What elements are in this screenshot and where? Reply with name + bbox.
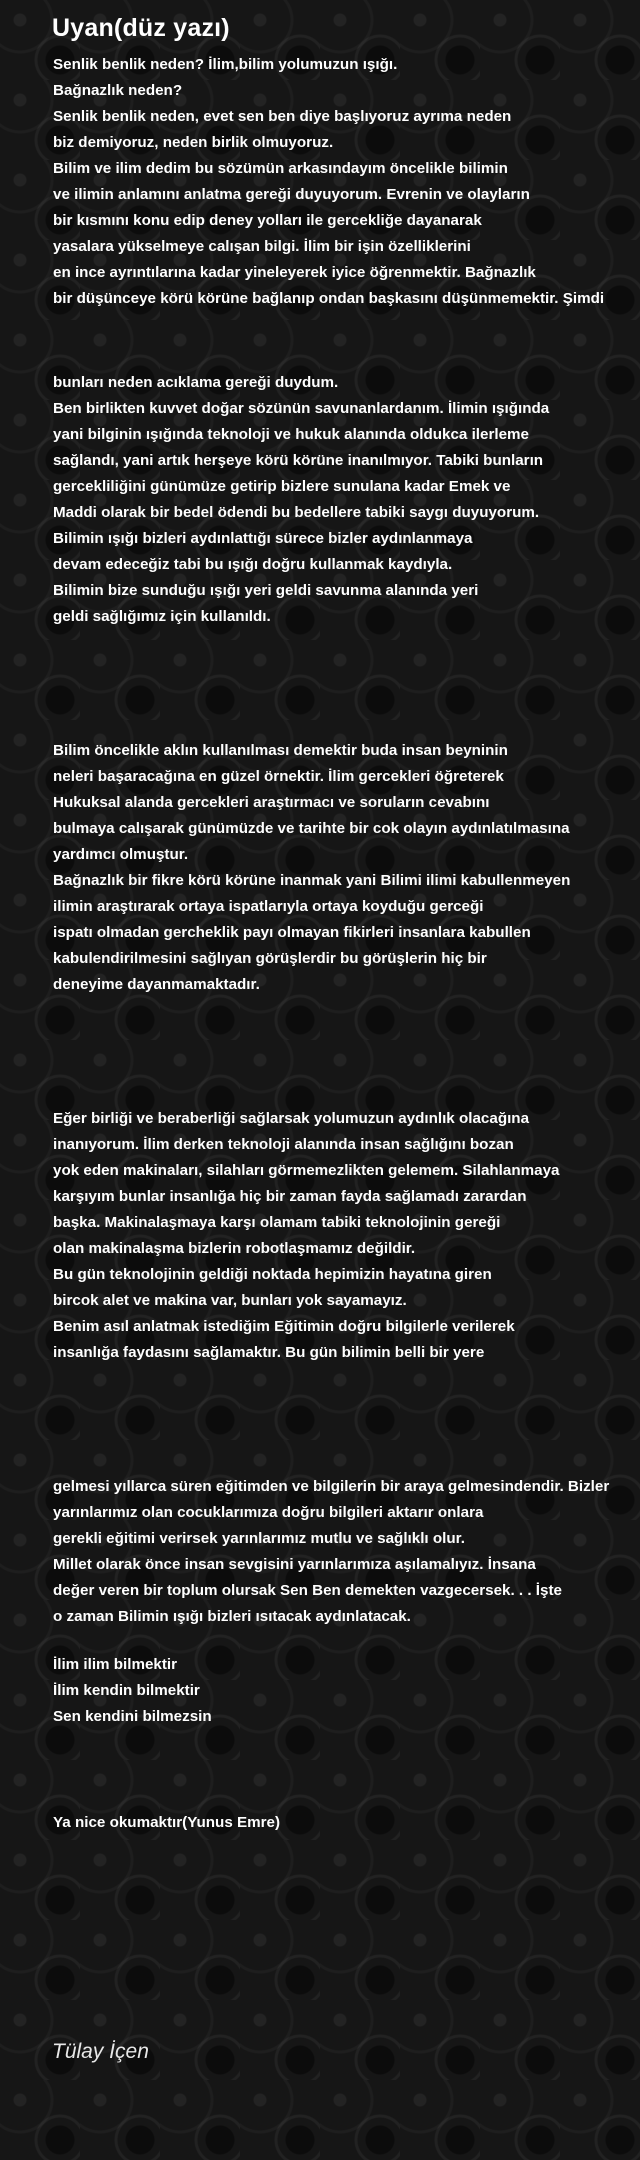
poem-line: karşıyım bunlar insanlığa hiç bir zaman fayda sağlamadı zarardan — [53, 1188, 527, 1205]
poem-line: kabulendirilmesini sağlıyan görüşlerdir bu görüşlerin hiç bir — [53, 950, 487, 967]
stanza-7 — [53, 1810, 640, 1836]
poem-line: insanlığa faydasını sağlamaktır. Bu gün bilimin belli bir yere — [53, 1344, 485, 1361]
poem-line: Sen kendini bilmezsin — [53, 1708, 212, 1725]
poem-line: Hukuksal alanda gercekleri araştırmacı ve soruların cevabını — [53, 794, 490, 811]
poem-line: gercekliliğini günümüze getirip bizlere sunulana kadar Emek ve — [53, 478, 511, 495]
poem-line: değer veren bir toplum olursak Sen Ben demekten vazgecersek. . . İşte — [53, 1582, 562, 1599]
poem-line: yarınlarımız olan cocuklarımıza doğru bilgileri aktarır onlara — [53, 1504, 484, 1521]
stanza-1 — [53, 52, 640, 312]
poem-line: Bağnazlık bir fikre körü körüne inanmak yani Bilimi ilimi kabullenmeyen — [53, 872, 571, 889]
poem-line: Bağnazlık neden? — [53, 82, 183, 99]
poem-line: yani bilginin ışığında teknoloji ve hukuk alanında oldukca ilerleme — [53, 426, 529, 443]
poem-line: bir düşünceye körü körüne bağlanıp ondan başkasını düşünmemektir. Şimdi — [53, 290, 605, 307]
poem-line: başka. Makinalaşmaya karşı olamam tabiki teknolojinin gereği — [53, 1214, 501, 1231]
poem-line: yok eden makinaları, silahları görmemezlikten gelemem. Silahlanmaya — [53, 1162, 560, 1179]
poem-line: olan makinalaşma bizlerin robotlaşmamız değildir. — [53, 1240, 416, 1257]
poem-line: bir kısmını konu edip deney yolları ile gercekliğe dayanarak — [53, 212, 482, 229]
poem-line: yasalara yükselmeye calışan bilgi. İlim bir işin özelliklerini — [53, 238, 471, 255]
poem-line: Millet olarak önce insan sevgisini yarınlarımıza aşılamalıyız. İnsana — [53, 1556, 536, 1573]
poem-line: bircok alet ve makina var, bunları yok sayamayız. — [53, 1292, 407, 1309]
stanza-4 — [53, 1106, 640, 1366]
stanza-gap — [53, 998, 640, 1106]
poem-line: Eğer birliği ve beraberliği sağlarsak yolumuzun aydınlık olacağına — [53, 1110, 530, 1127]
poem-line: Ben birlikten kuvvet doğar sözünün savunanlardanım. İlimin ışığında — [53, 400, 550, 417]
poem-line: ilimin araştırarak ortaya ispatlarıyla ortaya koyduğu gerceği — [53, 898, 484, 915]
poem-body — [53, 52, 640, 1836]
stanza-gap — [53, 630, 640, 738]
poem-line: o zaman Bilimin ışığı bizleri ısıtacak aydınlatacak. — [53, 1608, 411, 1625]
poem-line: Ya nice okumaktır(Yunus Emre) — [53, 1814, 281, 1831]
poem-line: ispatı olmadan gercheklik payı olmayan fikirleri insanlara kabullen — [53, 924, 531, 941]
poem-line: geldi sağlığımız için kullanıldı. — [53, 608, 271, 625]
poem-line: inanıyorum. İlim derken teknoloji alanında insan sağlığını bozan — [53, 1136, 514, 1153]
poem-line: gerekli eğitimi verirsek yarınlarımız mutlu ve sağlıklı olur. — [53, 1530, 465, 1547]
stanza-3 — [53, 738, 640, 998]
poem-line: Bilimin ışığı bizleri aydınlattığı sürece bizler aydınlanmaya — [53, 530, 473, 547]
author-signature: Tülay İçen — [52, 2040, 149, 2063]
poem-line: neleri başaracağına en güzel örnektir. İlim gercekleri öğreterek — [53, 768, 504, 785]
poem-line: gelmesi yıllarca süren eğitimden ve bilgilerin bir araya gelmesindendir. Bizler — [53, 1478, 610, 1495]
stanza-6 — [53, 1652, 640, 1730]
poem-line: yardımcı olmuştur. — [53, 846, 189, 863]
poem-line: deneyime dayanmamaktadır. — [53, 976, 260, 993]
poem-line: en ince ayrıntılarına kadar yineleyerek iyice öğrenmektir. Bağnazlık — [53, 264, 536, 281]
poem-line: biz demiyoruz, neden birlik olmuyoruz. — [53, 134, 334, 151]
poem-line: İlim ilim bilmektir — [53, 1656, 178, 1673]
stanza-gap — [53, 1366, 640, 1474]
poem-line: Bilim ve ilim dedim bu sözümün arkasındayım öncelikle bilimin — [53, 160, 508, 177]
stanza-2 — [53, 370, 640, 630]
poem-line: Bilimin bize sunduğu ışığı yeri geldi savunma alanında yeri — [53, 582, 479, 599]
poem-line: bunları neden acıklama gereği duydum. — [53, 374, 339, 391]
poem-line: Senlik benlik neden? İlim,bilim yolumuzun ışığı. — [53, 56, 398, 73]
poem-line: ve ilimin anlamını anlatma gereği duyuyorum. Evrenin ve olayların — [53, 186, 530, 203]
poem-line: Bu gün teknolojinin geldiği noktada hepimizin hayatına giren — [53, 1266, 492, 1283]
poem-title: Uyan(düz yazı) — [52, 14, 230, 42]
stanza-gap — [53, 1630, 640, 1652]
poem-line: Benim asıl anlatmak istediğim Eğitimin doğru bilgilerle verilerek — [53, 1318, 515, 1335]
stanza-gap — [53, 312, 640, 370]
stanza-gap — [53, 1730, 640, 1810]
poem-line: sağlandı, yani artık herşeye körü körüne inanılmıyor. Tabiki bunların — [53, 452, 544, 469]
poem-line: Senlik benlik neden, evet sen ben diye başlıyoruz ayrıma neden — [53, 108, 512, 125]
poem-line: Bilim öncelikle aklın kullanılması demektir buda insan beyninin — [53, 742, 508, 759]
poem-line: İlim kendin bilmektir — [53, 1682, 200, 1699]
poem-line: devam edeceğiz tabi bu ışığı doğru kullanmak kaydıyla. — [53, 556, 453, 573]
stanza-5 — [53, 1474, 640, 1630]
poem-line: Maddi olarak bir bedel ödendi bu bedellere tabiki saygı duyuyorum. — [53, 504, 540, 521]
poem-line: bulmaya calışarak günümüzde ve tarihte bir cok olayın aydınlatılmasına — [53, 820, 570, 837]
